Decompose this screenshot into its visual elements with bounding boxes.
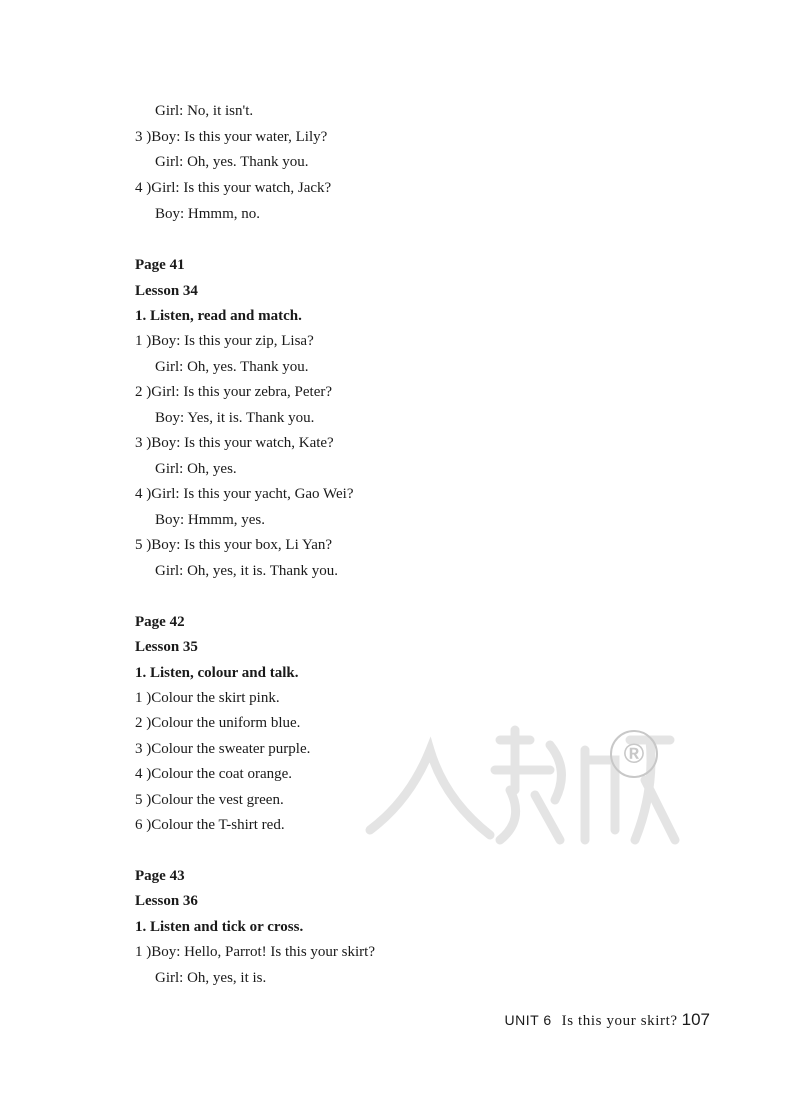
line-text: Boy: Is this your water, Lily?	[151, 129, 328, 145]
line-text: Boy: Is this your box, Li Yan?	[151, 537, 333, 553]
text-line	[155, 409, 314, 427]
section-heading	[135, 256, 185, 274]
line-text: Boy: Hello, Parrot! Is this your skirt?	[151, 944, 375, 960]
line-text: Lesson 35	[135, 639, 198, 655]
text-line	[135, 179, 331, 197]
item-number: 2 )	[135, 384, 152, 400]
line-text: Girl: Oh, yes, it is.	[155, 970, 267, 986]
item-number: 6 )	[135, 817, 152, 833]
text-line	[135, 791, 284, 809]
line-text: Girl: No, it isn't.	[155, 103, 254, 119]
section-heading	[135, 892, 198, 910]
item-number: 3 )	[135, 741, 152, 757]
line-text: Girl: Oh, yes. Thank you.	[155, 154, 309, 170]
line-text: Girl: Is this your watch, Jack?	[151, 180, 332, 196]
text-line	[135, 816, 285, 834]
line-text: Page 41	[135, 257, 185, 273]
section-heading	[135, 613, 185, 631]
section-heading	[135, 307, 302, 325]
text-line	[155, 562, 338, 580]
footer-unit: UNIT 6	[504, 1012, 552, 1028]
text-line	[135, 485, 353, 503]
line-text: Lesson 34	[135, 283, 198, 299]
section-heading	[135, 867, 185, 885]
line-text: 1. Listen and tick or cross.	[135, 919, 304, 935]
item-number: 1 )	[135, 944, 152, 960]
text-line	[155, 511, 265, 529]
text-line	[135, 943, 375, 961]
text-line	[155, 358, 308, 376]
text-line	[135, 332, 314, 350]
line-text: Boy: Is this your zip, Lisa?	[151, 333, 314, 349]
text-line	[135, 765, 292, 783]
item-number: 3 )	[135, 129, 152, 145]
item-number: 5 )	[135, 537, 152, 553]
text-line	[155, 205, 260, 223]
line-text: Girl: Oh, yes.	[155, 461, 237, 477]
text-line	[135, 383, 332, 401]
page-footer	[0, 1010, 710, 1030]
line-text: Girl: Oh, yes. Thank you.	[155, 359, 309, 375]
line-text: Girl: Is this your yacht, Gao Wei?	[151, 486, 354, 502]
text-line	[155, 153, 308, 171]
section-heading	[135, 638, 198, 656]
line-text: Colour the vest green.	[151, 792, 284, 808]
line-text: Colour the uniform blue.	[151, 715, 301, 731]
text-line	[155, 969, 266, 987]
item-number: 4 )	[135, 180, 152, 196]
line-text: Colour the T-shirt red.	[151, 817, 285, 833]
line-text: Page 42	[135, 614, 185, 630]
text-line	[135, 128, 327, 146]
line-text: Boy: Is this your watch, Kate?	[151, 435, 334, 451]
text-line	[155, 460, 237, 478]
text-line	[135, 714, 300, 732]
item-number: 5 )	[135, 792, 152, 808]
text-line	[135, 434, 334, 452]
line-text: 1. Listen, read and match.	[135, 308, 302, 324]
line-text: Page 43	[135, 868, 185, 884]
line-text: Boy: Hmmm, yes.	[155, 512, 266, 528]
line-text: Colour the skirt pink.	[151, 690, 280, 706]
line-text: Colour the coat orange.	[151, 766, 293, 782]
line-text: Boy: Yes, it is. Thank you.	[155, 410, 315, 426]
item-number: 4 )	[135, 486, 152, 502]
line-text: Boy: Hmmm, no.	[155, 206, 261, 222]
footer-title: Is this your skirt?	[561, 1013, 678, 1029]
registered-mark: ®	[610, 730, 658, 778]
line-text: 1. Listen, colour and talk.	[135, 665, 299, 681]
item-number: 3 )	[135, 435, 152, 451]
text-line	[135, 740, 310, 758]
text-line	[155, 102, 253, 120]
line-text: Girl: Oh, yes, it is. Thank you.	[155, 563, 339, 579]
item-number: 2 )	[135, 715, 152, 731]
item-number: 1 )	[135, 690, 152, 706]
section-heading	[135, 664, 299, 682]
item-number: 4 )	[135, 766, 152, 782]
text-line	[135, 536, 332, 554]
section-heading	[135, 282, 198, 300]
line-text: Girl: Is this your zebra, Peter?	[151, 384, 333, 400]
line-text: Colour the sweater purple.	[151, 741, 311, 757]
page-number: 107	[681, 1010, 710, 1029]
item-number: 1 )	[135, 333, 152, 349]
section-heading	[135, 918, 303, 936]
line-text: Lesson 36	[135, 893, 198, 909]
text-line	[135, 689, 280, 707]
